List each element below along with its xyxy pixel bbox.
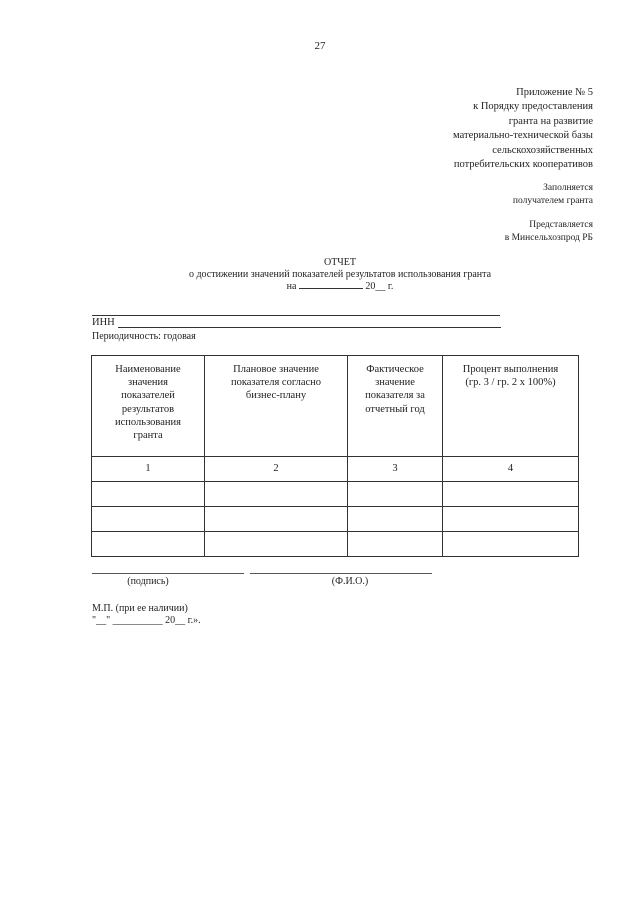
table-row xyxy=(92,482,579,507)
header-text: Фактическое значение показателя за отчетный год xyxy=(365,364,425,415)
signature-line xyxy=(92,573,244,574)
table-cell[interactable] xyxy=(443,532,579,557)
appendix-line: к Порядку предоставления xyxy=(473,101,593,113)
table-cell[interactable] xyxy=(92,532,205,557)
header-text: Плановое значение показателя согласно бизнес-плану xyxy=(230,364,322,402)
header-text: Процент выполнения (гр. 3 / гр. 2 x 100%) xyxy=(462,364,559,389)
report-title: ОТЧЕТ xyxy=(323,257,357,268)
report-date xyxy=(0,281,640,293)
table-cell[interactable] xyxy=(348,507,443,532)
appendix-line: потребительских кооперативов xyxy=(453,159,593,171)
page-number: 27 xyxy=(314,40,326,52)
table-header-cell xyxy=(443,356,579,457)
full-name-line xyxy=(250,573,432,574)
filled-by-line: Заполняется xyxy=(543,183,593,193)
organization-name-line xyxy=(92,315,500,316)
table-cell[interactable] xyxy=(348,482,443,507)
submitted-to-line: Представляется xyxy=(529,220,593,230)
submitted-to-note xyxy=(505,219,593,244)
appendix-line: материально-технической базы xyxy=(453,130,593,142)
signature-label: (подпись) xyxy=(127,576,169,587)
report-subtitle: о достижении значений показателей результатов использования гранта xyxy=(188,269,492,280)
table-cell: 2 xyxy=(205,457,348,482)
appendix-block xyxy=(453,86,593,172)
filled-by-line: получателем гранта xyxy=(512,195,593,206)
table-cell[interactable] xyxy=(92,482,205,507)
table-cell[interactable] xyxy=(443,507,579,532)
table-header-row xyxy=(92,356,579,457)
table-cell[interactable] xyxy=(348,532,443,557)
appendix-line: сельскохозяйственных xyxy=(492,144,593,156)
table-cell: 3 xyxy=(348,457,443,482)
table-cell: 4 xyxy=(443,457,579,482)
table-header-cell xyxy=(348,356,443,457)
indicators-table xyxy=(91,355,579,557)
table-row xyxy=(92,457,579,482)
full-name-label: (Ф.И.О.) xyxy=(331,576,369,587)
table-row xyxy=(92,507,579,532)
table-cell[interactable] xyxy=(205,482,348,507)
table-cell: 1 xyxy=(92,457,205,482)
table-header-cell xyxy=(205,356,348,457)
table-cell[interactable] xyxy=(205,507,348,532)
table-row xyxy=(92,532,579,557)
inn-row xyxy=(92,317,501,328)
report-date-year: 20__ г. xyxy=(365,281,394,292)
submitted-to-line: в Минсельхозпрод РБ xyxy=(504,232,593,243)
appendix-line: Приложение № 5 xyxy=(516,87,593,98)
appendix-line: гранта на развитие xyxy=(508,115,593,127)
table-cell[interactable] xyxy=(443,482,579,507)
periodicity: Периодичность: годовая xyxy=(92,331,196,342)
stamp-line: М.П. (при ее наличии) xyxy=(92,603,188,614)
inn-line xyxy=(118,317,501,328)
report-date-blank xyxy=(299,288,363,289)
table-cell[interactable] xyxy=(92,507,205,532)
table-cell[interactable] xyxy=(205,532,348,557)
date-line: "__" __________ 20__ г.». xyxy=(92,615,201,626)
report-date-prefix: на xyxy=(286,281,297,292)
table-header-cell xyxy=(92,356,205,457)
filled-by-note xyxy=(513,182,593,207)
header-text: Наименование значения показателей результатов использования гранта xyxy=(115,364,181,442)
inn-label: ИНН xyxy=(92,317,115,328)
